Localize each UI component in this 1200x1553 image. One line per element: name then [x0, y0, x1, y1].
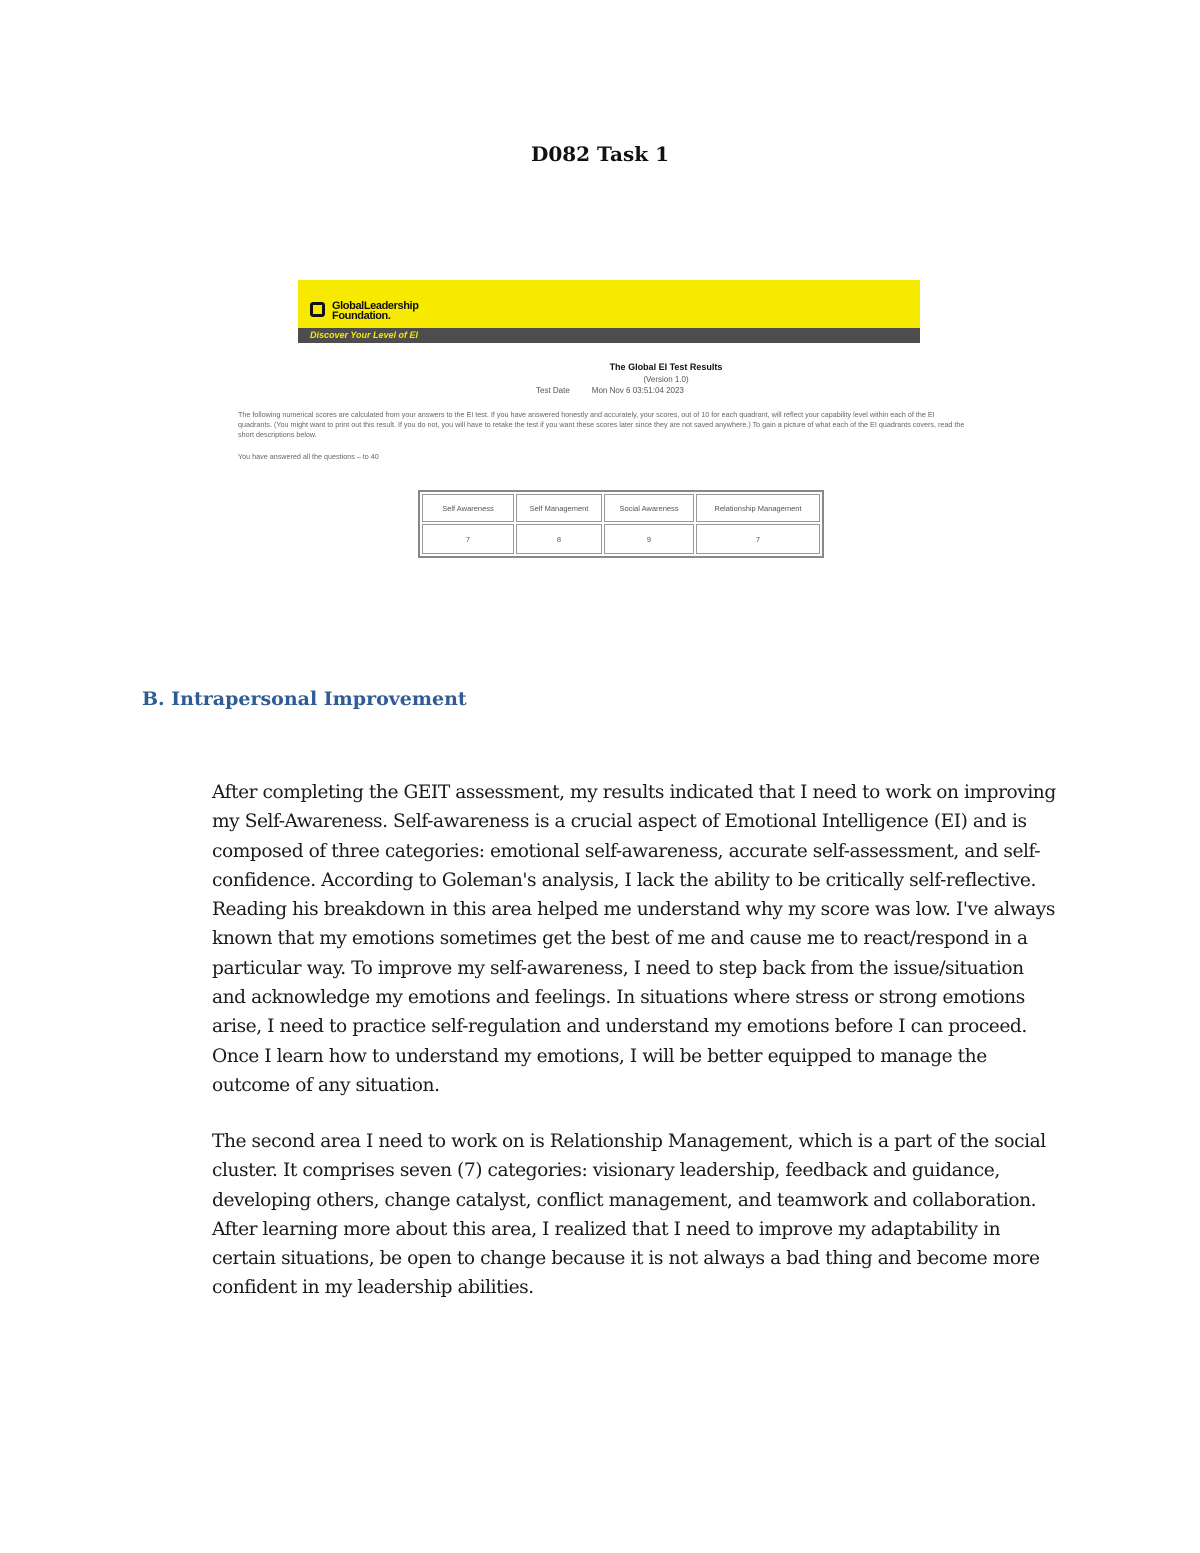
score-header: Self Awareness [422, 494, 514, 522]
score-value: 7 [422, 524, 514, 554]
scores-table [418, 490, 824, 558]
test-date-value: Mon Nov 6 03:51:04 2023 [591, 386, 684, 395]
score-value: 7 [696, 524, 820, 554]
banner-tagline: Discover Your Level of EI [298, 328, 920, 343]
answered-note: You have answered all the questions – to 40 [238, 452, 379, 461]
results-intro: The following numerical scores are calculated from your answers to the EI test. If you have answered honestly and accurately, your scores, out of 10 for each quadrant, will reflect your capability level within each of the EI quadrants. (You might want to print out this result. If you do not, you will have to retake the test if you want these scores later since they are not saved anywhere.) To gain a picture of what each of the EI quadrants covers, read the short descriptions below. [238, 410, 965, 439]
score-header: Self Management [516, 494, 602, 522]
test-date-label: Test Date [536, 386, 570, 395]
score-header: Social Awareness [604, 494, 694, 522]
score-value: 9 [604, 524, 694, 554]
page-title: D082 Task 1 [531, 142, 669, 166]
paragraph-self-awareness: After completing the GEIT assessment, my results indicated that I need to work on improving my Self-Awareness. Self-awareness is a crucial aspect of Emotional Intelligence (EI) and is composed of three categories: emotional self-awareness, accurate self-assessment, and self-confidence. According to Goleman's analysis, I lack the ability to be critically self-reflective. Reading his breakdown in this area helped me understand why my score was low. I've always known that my emotions sometimes get the best of me and cause me to react/respond in a particular way. To improve my self-awareness, I need to step back from the issue/situation and acknowledge my emotions and feelings. In situations where stress or strong emotions arise, I need to practice self-regulation and understand my emotions before I can proceed. Once I learn how to understand my emotions, I will be better equipped to manage the outcome of any situation. [212, 782, 1056, 1096]
test-date [536, 386, 706, 395]
paragraph-relationship-management: The second area I need to work on is Relationship Management, which is a part of the social cluster. It comprises seven (7) categories: visionary leadership, feedback and guidance, developing others, change catalyst, conflict management, and teamwork and collaboration. After learning more about this area, I realized that I need to improve my adaptability in certain situations, be open to change because it is not always a bad thing and become more confident in my leadership abilities. [212, 1131, 1046, 1299]
ei-results-screenshot [238, 280, 968, 570]
score-header: Relationship Management [696, 494, 820, 522]
results-title: The Global EI Test Results [609, 362, 723, 372]
brand-name: GlobalLeadership Foundation. [332, 300, 419, 322]
ei-banner [298, 280, 920, 343]
results-version: (Version 1.0) [643, 375, 689, 384]
section-heading: B. Intrapersonal Improvement [142, 688, 467, 710]
score-value: 8 [516, 524, 602, 554]
logo-square-icon [310, 302, 325, 317]
